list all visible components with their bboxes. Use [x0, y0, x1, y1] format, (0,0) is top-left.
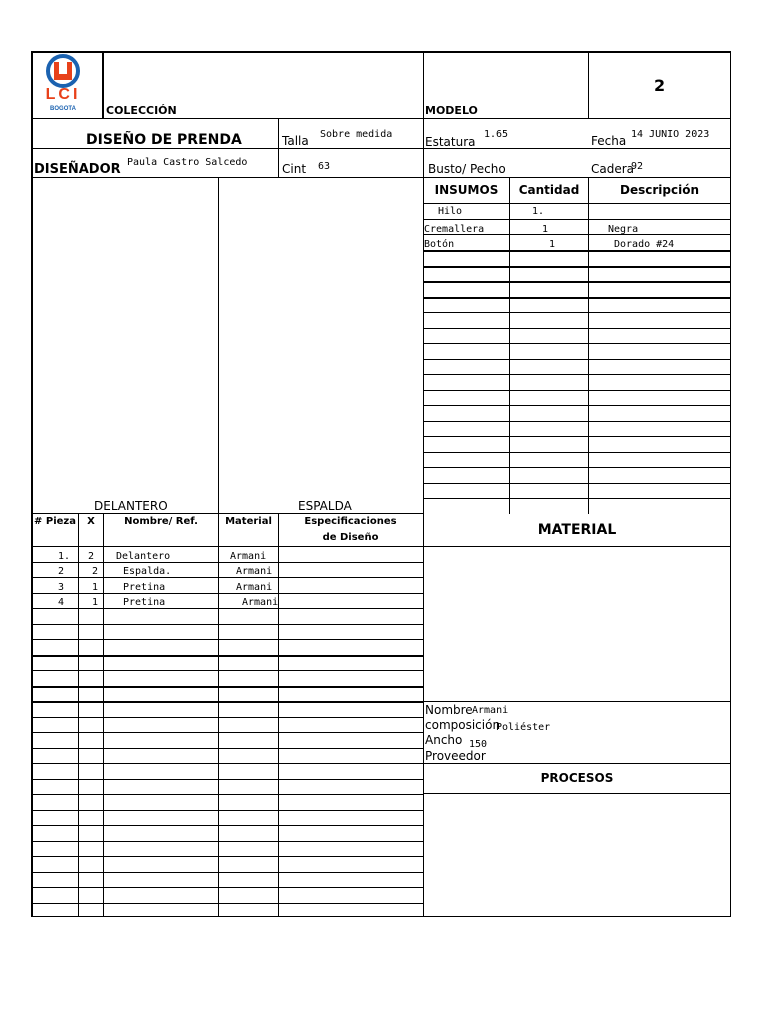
insumo-name[interactable]: Hilo	[438, 206, 463, 217]
insumos-row-line	[423, 359, 730, 360]
insumos-row-line	[423, 374, 730, 375]
bottom-border	[32, 916, 731, 917]
pieza-x[interactable]: 2	[92, 566, 99, 577]
cantidad-header: Cantidad	[518, 183, 580, 197]
pieza-x[interactable]: 1	[92, 597, 99, 608]
insumo-desc[interactable]: Dorado #24	[614, 239, 675, 250]
pieza-num[interactable]: 3	[58, 582, 65, 593]
insumos-row-line	[423, 498, 730, 499]
piezas-row-line	[32, 763, 423, 764]
talla-label: Talla	[282, 134, 309, 148]
logo-divider	[102, 51, 104, 119]
descripcion-header: Descripción	[620, 183, 699, 197]
insumos-row-line	[423, 328, 730, 329]
insumos-row-line	[423, 467, 730, 468]
piezas-row-line	[32, 608, 423, 609]
pieza-material[interactable]: Armani	[236, 582, 273, 593]
top-border	[32, 51, 731, 53]
piezas-row-line	[32, 593, 423, 594]
piezas-row-line	[32, 810, 423, 811]
procesos-title: PROCESOS	[540, 771, 614, 785]
disenador-label: DISEÑADOR	[34, 162, 121, 177]
nombre-ref-header: Nombre/ Ref.	[124, 516, 198, 527]
busto-label: Busto/ Pecho	[428, 162, 506, 176]
material-info-top	[423, 701, 730, 702]
piezas-row-line	[32, 872, 423, 873]
modelo-divider	[588, 51, 589, 119]
espalda-label: ESPALDA	[298, 499, 352, 513]
pieza-nombre[interactable]: Espalda.	[123, 566, 172, 577]
piezas-row-line	[32, 639, 423, 640]
procesos-top	[423, 763, 730, 764]
piezas-row-line	[32, 825, 423, 826]
insumo-qty[interactable]: 1	[549, 239, 556, 250]
coleccion-divider	[423, 51, 424, 917]
piezas-row-line	[32, 686, 423, 688]
delantero-label: DELANTERO	[94, 499, 168, 513]
lci-logo	[34, 54, 92, 114]
cadera-label: Cadera	[591, 162, 635, 176]
coleccion-label: COLECCIÓN	[106, 104, 177, 117]
row2-divider	[32, 148, 731, 149]
pieza-nombre[interactable]: Pretina	[123, 582, 166, 593]
material-col-header: Material	[225, 516, 272, 527]
insumos-row-line	[423, 297, 730, 299]
cadera-value[interactable]: 92	[631, 161, 644, 172]
insumos-row-line	[423, 390, 730, 391]
insumos-row-line	[423, 405, 730, 406]
pieza-material[interactable]: Armani	[230, 551, 267, 562]
drawing-bottom	[32, 513, 423, 514]
material-title: MATERIAL	[537, 522, 617, 538]
insumos-row-line	[423, 281, 730, 283]
composicion-label: composición	[425, 718, 501, 732]
talla-value[interactable]: Sobre medida	[320, 129, 393, 140]
piezas-row-line	[32, 655, 423, 657]
piezas-row-line	[32, 732, 423, 733]
composicion-value[interactable]: Poliéster	[496, 722, 551, 733]
insumo-name[interactable]: Botón	[424, 239, 455, 250]
pieza-material[interactable]: Armani	[242, 597, 279, 608]
insumos-row-line	[423, 452, 730, 453]
ancho-value[interactable]: 150	[469, 739, 488, 750]
insumos-row-line	[423, 483, 730, 484]
piezas-row-line	[32, 717, 423, 718]
insumo-qty[interactable]: 1.	[532, 206, 545, 217]
talla-divider	[278, 118, 279, 178]
insumos-row-line	[423, 343, 730, 344]
insumos-row-line	[423, 421, 730, 422]
piezas-row-line	[32, 701, 423, 703]
model-number: 2	[654, 76, 666, 95]
estatura-label: Estatura	[425, 135, 476, 149]
insumos-row-line	[423, 436, 730, 437]
lci-logo-icon	[34, 54, 92, 114]
piezas-row-line	[32, 748, 423, 749]
modelo-label: MODELO	[425, 104, 478, 117]
diseno-prenda-title: DISEÑO DE PRENDA	[86, 132, 242, 148]
pieza-material[interactable]: Armani	[236, 566, 273, 577]
logo-city: BOGOTA	[50, 106, 76, 112]
piezas-row-line	[32, 624, 423, 625]
pieza-nombre[interactable]: Pretina	[123, 597, 166, 608]
nombre-label: Nombre	[425, 703, 473, 717]
ancho-label: Ancho	[425, 733, 463, 747]
pieza-x[interactable]: 1	[92, 582, 99, 593]
piezas-row-line	[32, 794, 423, 795]
insumos-row-line	[423, 203, 730, 204]
logo-letters: LCI	[45, 86, 81, 103]
disenador-value[interactable]: Paula Castro Salcedo	[127, 157, 248, 168]
piezas-row-line	[32, 670, 423, 671]
piezas-row-line	[32, 887, 423, 888]
drawing-divider	[218, 177, 219, 514]
insumos-row-line	[423, 266, 730, 268]
piezas-row-line	[32, 779, 423, 780]
pieza-header: # Pieza	[34, 516, 76, 527]
left-border	[31, 51, 33, 917]
nombre-value[interactable]: Armani	[472, 705, 509, 716]
right-border	[730, 51, 731, 917]
de-diseno-header: de Diseño	[322, 532, 379, 543]
insumos-row-line	[423, 250, 730, 252]
piezas-row-line	[32, 856, 423, 857]
header-divider	[32, 118, 731, 119]
estatura-value[interactable]: 1.65	[484, 129, 509, 140]
pieza-num[interactable]: 2	[58, 566, 65, 577]
cint-label: Cint	[282, 162, 307, 176]
cint-value[interactable]: 63	[318, 161, 331, 172]
insumo-qty[interactable]: 1	[542, 224, 549, 235]
pieza-x[interactable]: 2	[88, 551, 95, 562]
procesos-bottom	[423, 793, 730, 794]
piezas-row-line	[32, 562, 423, 563]
insumo-desc[interactable]: Negra	[608, 224, 639, 235]
pieces-header-bottom	[32, 546, 731, 547]
insumos-col1	[509, 177, 510, 514]
piezas-row-line	[32, 841, 423, 842]
fecha-value[interactable]: 14 JUNIO 2023	[631, 129, 710, 140]
insumos-col2	[588, 177, 589, 514]
fecha-label: Fecha	[591, 134, 627, 148]
pieza-num[interactable]: 1.	[58, 551, 71, 562]
row3-divider	[32, 177, 731, 178]
piezas-row-line	[32, 577, 423, 578]
especificaciones-header: Especificaciones	[304, 516, 397, 527]
insumos-header: INSUMOS	[434, 183, 499, 197]
pieza-nombre[interactable]: Delantero	[116, 551, 171, 562]
proveedor-label: Proveedor	[425, 749, 486, 763]
insumos-row-line	[423, 312, 730, 313]
piezas-row-line	[32, 903, 423, 904]
insumos-row-line	[423, 219, 730, 220]
insumo-name[interactable]: Cremallera	[424, 224, 485, 235]
x-header: X	[87, 516, 95, 527]
pieza-num[interactable]: 4	[58, 597, 65, 608]
